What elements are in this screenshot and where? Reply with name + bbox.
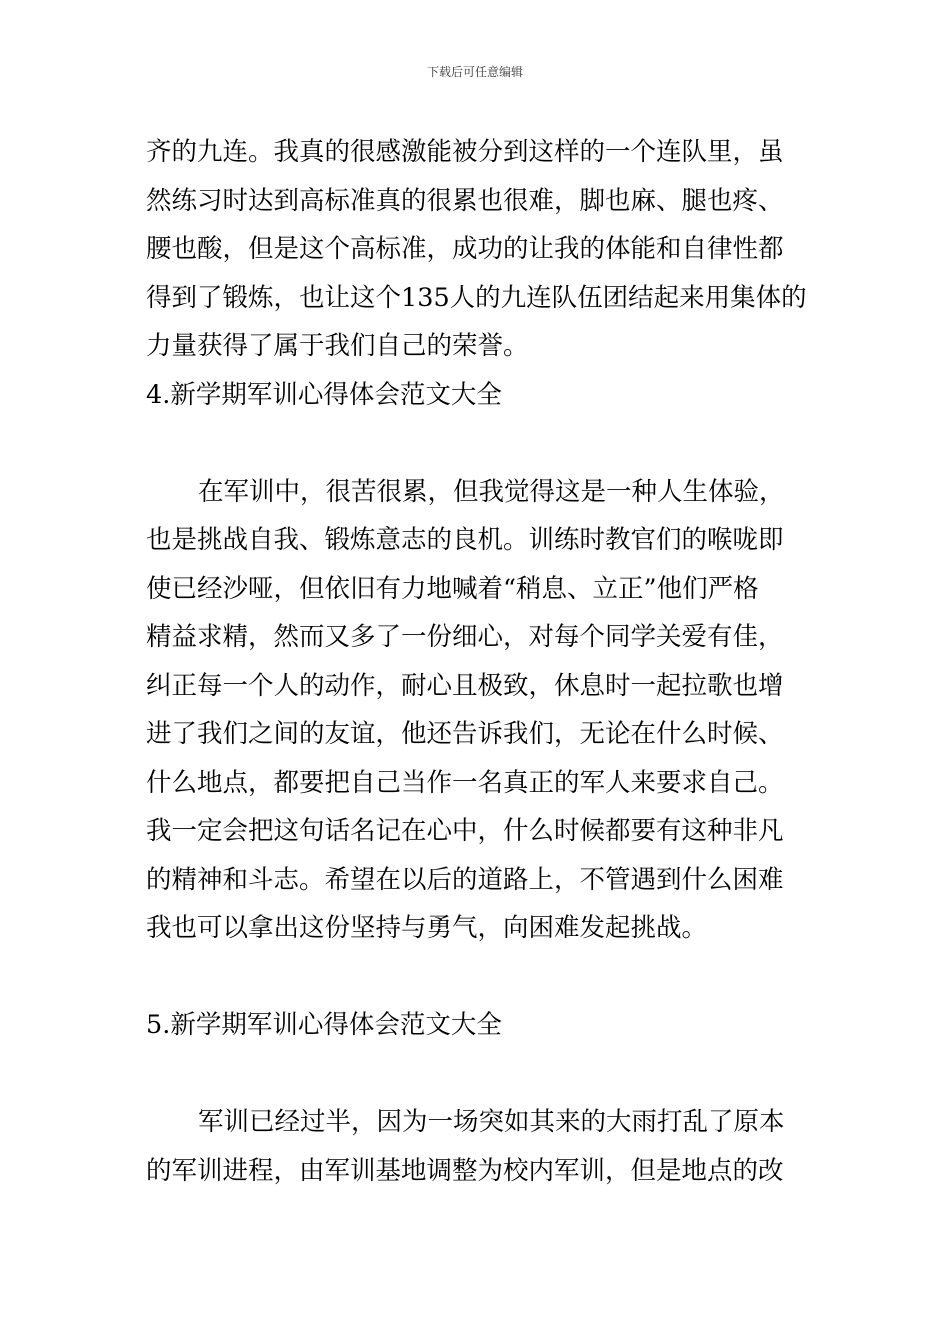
page-header: 下载后可任意编辑	[426, 65, 523, 79]
text-line: 齐的九连。我真的很感激能被分到这样的一个连队里，虽	[146, 137, 784, 167]
section-heading-4: 4.新学期军训心得体会范文大全	[146, 379, 502, 410]
text-line: 的军训进程，由军训基地调整为校内军训，但是地点的改	[146, 1155, 784, 1186]
section-heading-5: 5.新学期军训心得体会范文大全	[146, 1010, 502, 1040]
text-line: 的精神和斗志。希望在以后的道路上，不管遇到什么困难	[146, 864, 784, 895]
text-line: 然练习时达到高标准真的很累也很难，脚也麻、腿也疼、	[146, 185, 784, 216]
blank-line	[146, 419, 808, 468]
document-body	[146, 128, 808, 1195]
text-line: 也是挑战自我、锻炼意志的良机。训练时教官们的喉咙即	[146, 525, 784, 555]
blank-line	[146, 953, 808, 1002]
text-line: 在军训中，很苦很累，但我觉得这是一种人生体验，	[198, 476, 785, 507]
text-line: 得到了锻炼，也让这个135人的九连队伍团结起来用集体的	[146, 282, 807, 313]
text-line: 力量获得了属于我们自己的荣誉。	[146, 331, 529, 361]
blank-line	[146, 1050, 808, 1099]
paragraph-section-4	[146, 468, 808, 953]
text-line: 什么地点，都要把自己当作一名真正的军人来要求自己。	[146, 767, 784, 798]
text-line: 纠正每一个人的动作，耐心且极致，休息时一起拉歌也增	[146, 670, 784, 701]
text-line: 使已经沙哑，但依旧有力地喊着“稍息、立正”他们严格	[146, 573, 759, 604]
text-line: 我也可以拿出这份坚持与勇气，向困难发起挑战。	[146, 913, 708, 943]
paragraph-section-5	[146, 1098, 808, 1195]
text-line: 军训已经过半，因为一场突如其来的大雨打乱了原本	[198, 1107, 785, 1137]
text-line: 我一定会把这句话名记在心中，什么时候都要有这种非凡	[146, 816, 784, 846]
text-line: 进了我们之间的友谊，他还告诉我们，无论在什么时候、	[146, 719, 784, 749]
paragraph-continued	[146, 128, 808, 371]
text-line: 精益求精，然而又多了一份细心，对每个同学关爱有佳，	[146, 622, 784, 652]
text-line: 腰也酸，但是这个高标准，成功的让我的体能和自律性都	[146, 234, 784, 264]
